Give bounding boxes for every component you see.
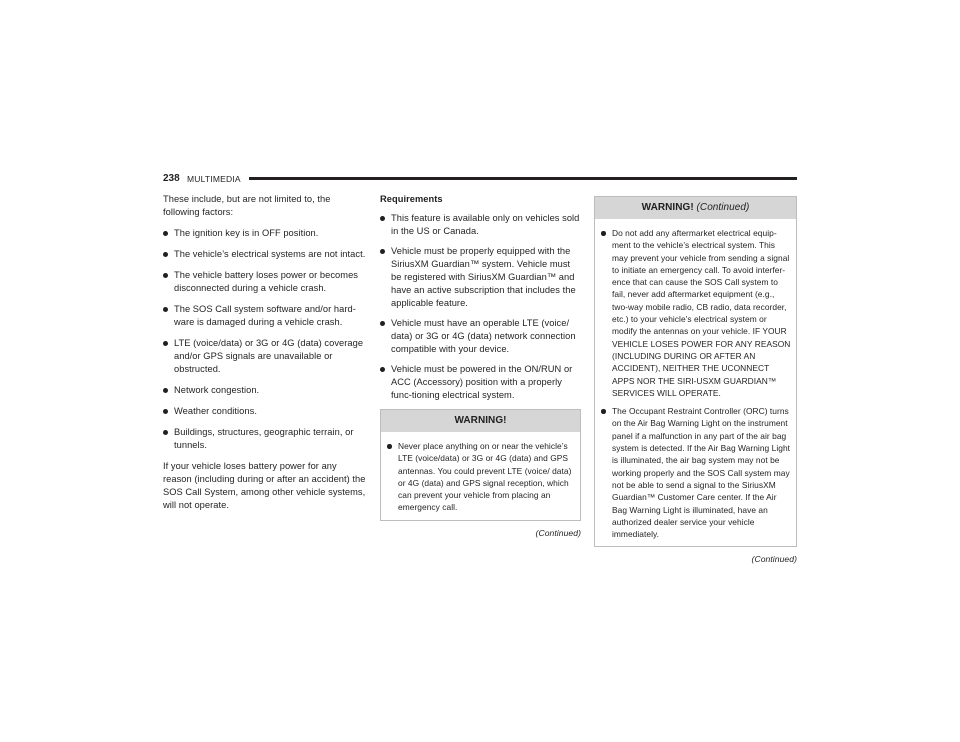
requirements-heading: Requirements — [380, 194, 443, 204]
warning-body — [381, 432, 580, 520]
page-number: 238 — [163, 173, 180, 184]
warning-list — [601, 227, 792, 540]
list-item: Vehicle must have an operable LTE (voice/ data) or 3G or 4G (data) network connection compatible with your device. — [380, 317, 581, 356]
warning-box — [380, 409, 581, 521]
factors-list — [163, 227, 368, 452]
list-item: This feature is available only on vehicles sold in the US or Canada. — [380, 212, 581, 238]
list-item: Do not add any aftermarket electrical equip-ment to the vehicle’s electrical system. This may prevent your vehicle from sending a signal to initiate an emergency call. To avoid interfer-ence that can cause the SOS Call system to fail, never add aftermarket equipment (e.g., two-way mobile radio, CB radio, data recorder, etc.) to your vehicle’s electrical system or modify the antennas on your vehicle. IF YOUR VEHICLE LOSES POWER FOR ANY REASON (INCLUDING DURING OR AFTER AN ACCIDENT), NEITHER THE UCONNECT APPS NOR THE SIRI-USXM GUARDIAN™ SERVICES WILL OPERATE. — [601, 227, 792, 399]
warning-list — [387, 440, 576, 514]
list-item: Never place anything on or near the vehicle’s LTE (voice/data) or 3G or 4G (data) and GPS antennas. You could prevent LTE (voice/ data) or 4G (data) and GPS signal reception, which can prevent your vehicle from placing an emergency call. — [387, 440, 576, 514]
intro-paragraph: These include, but are not limited to, the following factors: — [163, 194, 331, 217]
continued-label: (Continued) — [535, 527, 581, 538]
page-header — [163, 172, 797, 186]
section-title: MULTIMEDIA — [187, 174, 241, 184]
column-right — [594, 196, 797, 566]
column-middle — [380, 193, 581, 540]
list-item: The vehicle battery loses power or becomes disconnected during a vehicle crash. — [163, 269, 368, 295]
list-item: LTE (voice/data) or 3G or 4G (data) coverage and/or GPS signals are unavailable or obstructed. — [163, 337, 368, 376]
list-item: Buildings, structures, geographic terrain, or tunnels. — [163, 426, 368, 452]
warning-title — [381, 410, 580, 432]
warning-title-text: WARNING! — [454, 415, 507, 426]
continued-label: (Continued) — [751, 554, 797, 565]
closing-paragraph: If your vehicle loses battery power for any reason (including during or after an accident) the SOS Call System, among other vehicle systems, will not operate. — [163, 461, 366, 510]
warning-title — [595, 197, 796, 219]
list-item: The Occupant Restraint Controller (ORC) turns on the Air Bag Warning Light on the instrument panel if a malfunction in any part of the air bag system is detected. If the Air Bag Warning Light is illuminated, the air bag system may not be working properly and the SOS Call system may not be able to send a signal to the SiriusXM Guardian™ Customer Care center. If the Air Bag Warning Light is illuminated, have an authorized dealer service your vehicle immediately. — [601, 405, 792, 540]
column-left — [163, 193, 368, 512]
warning-box-continued — [594, 196, 797, 547]
list-item: Weather conditions. — [163, 405, 368, 418]
warning-body — [595, 219, 796, 546]
requirements-list — [380, 212, 581, 402]
list-item: The vehicle’s electrical systems are not intact. — [163, 248, 368, 261]
list-item: Vehicle must be properly equipped with the SiriusXM Guardian™ system. Vehicle must be registered with SiriusXM Guardian™ and have an active subscription that includes the applicable feature. — [380, 245, 581, 310]
list-item: The ignition key is in OFF position. — [163, 227, 368, 240]
list-item: Network congestion. — [163, 384, 368, 397]
warning-title-continued: (Continued) — [696, 202, 750, 213]
header-rule — [249, 177, 797, 180]
list-item: The SOS Call system software and/or hard-ware is damaged during a vehicle crash. — [163, 303, 368, 329]
warning-title-text: WARNING! — [641, 202, 694, 213]
list-item: Vehicle must be powered in the ON/RUN or ACC (Accessory) position with a properly func-tioning electrical system. — [380, 363, 581, 402]
